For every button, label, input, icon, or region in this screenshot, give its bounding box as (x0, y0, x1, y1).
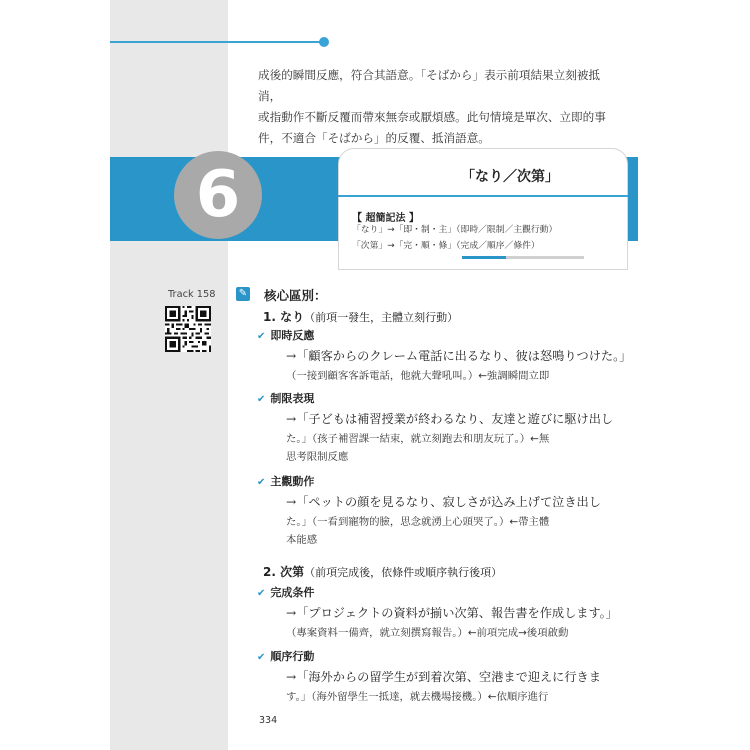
part2-heading (263, 563, 502, 580)
intro-line: 或指動作不斷反覆而帶來無奈或厭煩感。此句情境是單次、立即的事 (258, 110, 606, 124)
memo-line: 「なり」→「即・制・主」（即時／限制／主觀行動） (352, 225, 558, 235)
memo-line: 「次第」→「完・順・條」（完成／順序／條件） (352, 241, 540, 251)
item-label: 主觀動作 (270, 475, 315, 488)
header-rule (110, 41, 324, 43)
example-japanese: →「ペットの顔を見るなり、寂しさが込み上げて泣き出し (286, 495, 601, 509)
item-subjective (257, 473, 314, 489)
part2-sub: （前項完成後，依條件或順序執行後項） (304, 566, 503, 579)
section-title: 核心區別： (264, 288, 327, 303)
qr-code-icon[interactable] (165, 306, 211, 352)
example-japanese: →「プロジェクトの資料が揃い次第、報告書を作成します。」 (286, 606, 618, 620)
example-translation: す。」（海外留學生一抵達，就去機場接機。）←依順序進行 (286, 691, 549, 703)
header-rule-dot (319, 37, 329, 47)
example-japanese: →「海外からの留学生が到着次第、空港まで迎えに行きま (286, 670, 601, 684)
edit-icon: ✎ (236, 287, 250, 301)
item-label: 完成条件 (270, 586, 315, 599)
book-page (110, 0, 638, 750)
example-translation: （專案資料一備齊，就立刻撰寫報告。）←前項完成→後項啟動 (286, 627, 569, 639)
lesson-title: 「なり／次第」 (461, 169, 559, 185)
left-margin-column (110, 0, 228, 750)
example-translation: 本能感 (286, 534, 318, 546)
item-label: 制限表現 (270, 392, 315, 405)
check-icon: ✔ (257, 331, 266, 342)
item-completion (257, 584, 314, 600)
example-translation: た。」（一看到寵物的臉，思念就湧上心頭哭了。）←帶主體 (286, 516, 550, 528)
item-sequence (257, 648, 314, 664)
lesson-title-rule (338, 195, 628, 197)
check-icon: ✔ (257, 588, 266, 599)
part1-heading (263, 308, 458, 325)
part1-sub: （前項一發生，主體立刻行動） (304, 311, 459, 324)
intro-line: 成後的瞬間反應，符合其語意。「そばから」表示前項結果立刻被抵消， (258, 68, 601, 103)
intro-line: 件，不適合「そばから」的反覆、抵消語意。 (258, 131, 490, 145)
example-japanese: →「顧客からのクレーム電話に出るなり、彼は怒鳴りつけた。」 (286, 349, 632, 363)
memo-heading: 【 超簡記法 】 (352, 213, 419, 224)
part1-head: 1. なり (263, 310, 305, 324)
item-label: 順序行動 (270, 650, 315, 663)
item-label: 即時反應 (270, 329, 315, 342)
example-translation: （一接到顧客客訴電話，他就大聲吼叫。）←強調瞬間立即 (286, 370, 550, 382)
example-japanese: →「子どもは補習授業が終わるなり、友達と遊びに駆け出し (286, 412, 614, 426)
item-immediate (257, 327, 314, 343)
progress-fill (462, 256, 506, 259)
example-translation: 思考限制反應 (286, 451, 349, 463)
check-icon: ✔ (257, 394, 266, 405)
intro-paragraph (258, 65, 623, 149)
check-icon: ✔ (257, 477, 266, 488)
page-number: 334 (259, 715, 278, 726)
example-translation: た。」（孩子補習課一結束，就立刻跑去和朋友玩了。）←無 (286, 433, 550, 445)
check-icon: ✔ (257, 652, 266, 663)
audio-track-label: Track 158 (168, 289, 216, 300)
lesson-number: 6 (195, 158, 241, 232)
part2-head: 2. 次第 (263, 565, 305, 579)
item-restriction (257, 390, 314, 406)
